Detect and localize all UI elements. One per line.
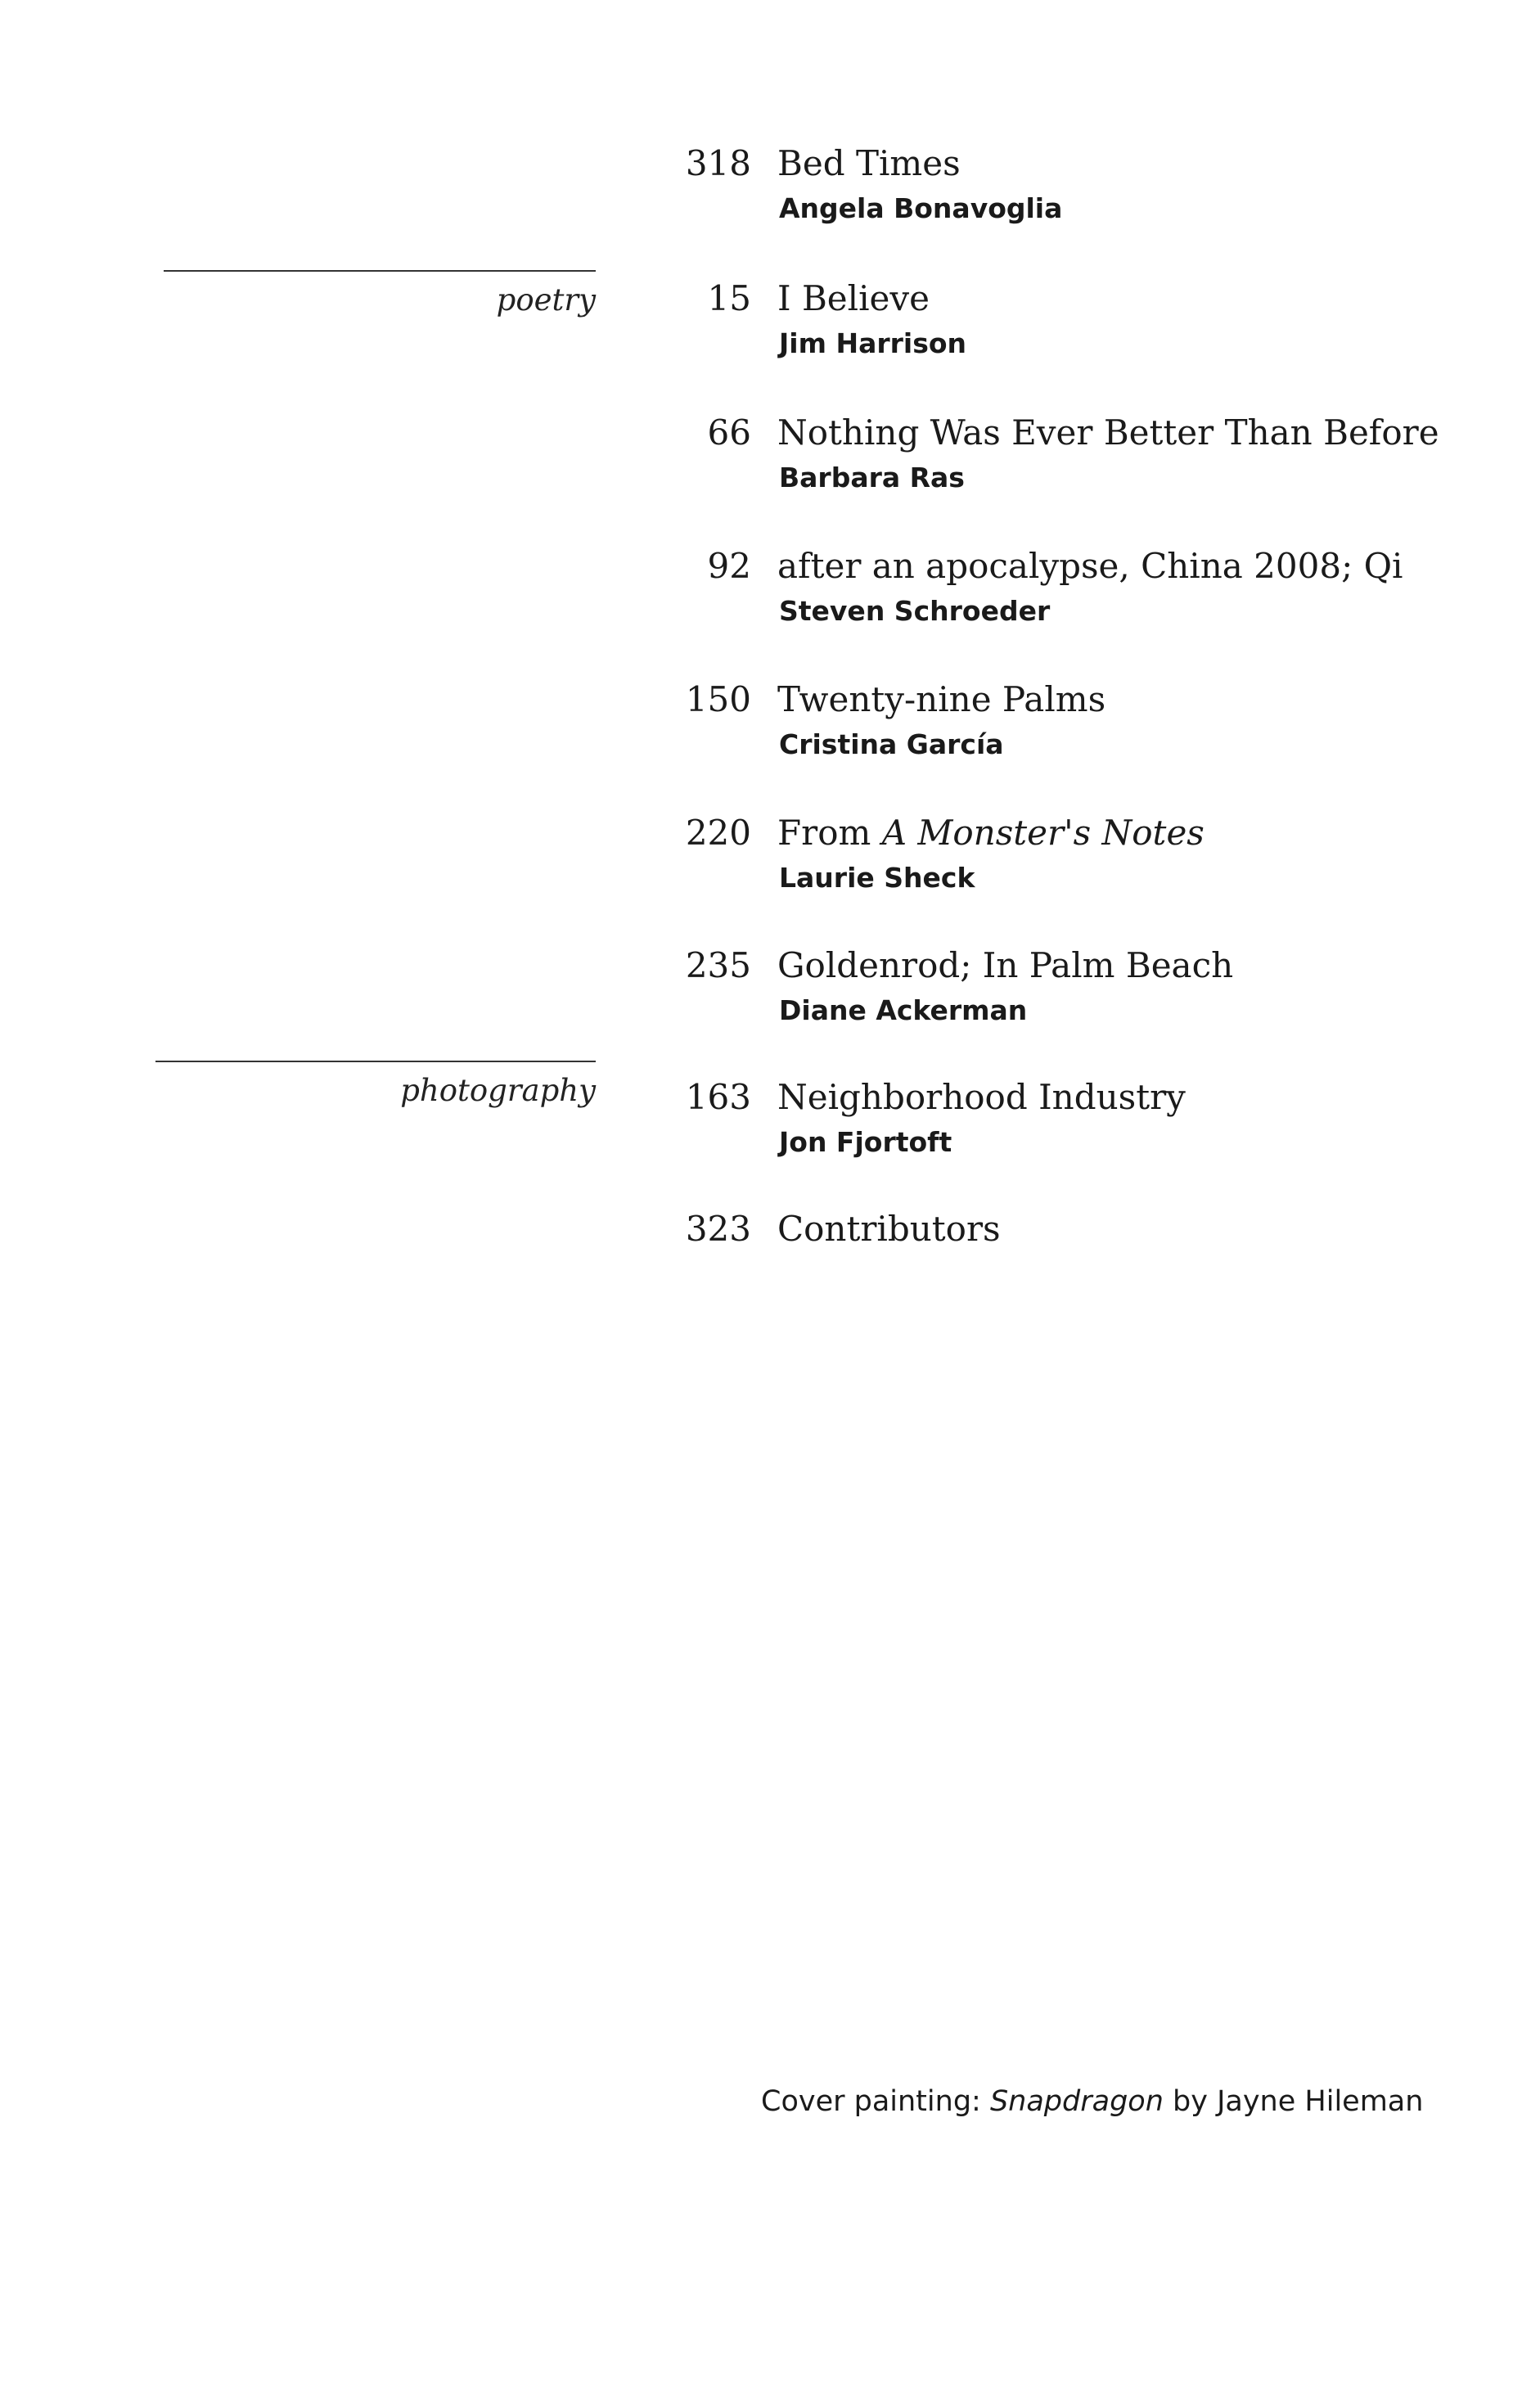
- cover-credit: [761, 2085, 1423, 2118]
- entry-title: after an apocalypse, China 2008; Qi: [777, 546, 1403, 586]
- entry-page-number: 150: [685, 679, 751, 719]
- entry-title-prefix: From: [777, 813, 882, 853]
- entry-page-number: 15: [707, 278, 751, 318]
- entry-title: Nothing Was Ever Better Than Before: [777, 412, 1439, 453]
- entry-author: Laurie Sheck: [779, 862, 975, 894]
- entry-title-italic: A Monster's Notes: [881, 813, 1205, 853]
- entry-page-number: 66: [707, 412, 751, 453]
- section-label-poetry: poetry: [496, 282, 596, 318]
- entry-title: Neighborhood Industry: [777, 1077, 1186, 1117]
- entry-title: Goldenrod; In Palm Beach: [777, 945, 1234, 985]
- photography-section-rule: [155, 1061, 596, 1062]
- entry-title: [777, 813, 1205, 853]
- entry-title: Contributors: [777, 1209, 1001, 1249]
- entry-page-number: 318: [685, 143, 751, 183]
- entry-author: Jim Harrison: [779, 327, 967, 359]
- section-label-photography: photography: [400, 1073, 596, 1108]
- cover-credit-suffix: by Jayne Hileman: [1163, 2085, 1424, 2118]
- entry-page-number: 323: [685, 1209, 751, 1249]
- entry-page-number: 235: [685, 945, 751, 985]
- entry-page-number: 92: [707, 546, 751, 586]
- entry-page-number: 163: [685, 1077, 751, 1117]
- entry-title: Bed Times: [777, 143, 961, 183]
- cover-credit-prefix: Cover painting:: [761, 2085, 990, 2118]
- entry-title: I Believe: [777, 278, 930, 318]
- entry-author: Diane Ackerman: [779, 994, 1028, 1026]
- poetry-section-rule: [164, 270, 596, 272]
- entry-title: Twenty-nine Palms: [777, 679, 1106, 719]
- entry-author: Angela Bonavoglia: [779, 192, 1063, 224]
- entry-author: Jon Fjortoft: [779, 1126, 952, 1158]
- entry-author: Steven Schroeder: [779, 595, 1051, 627]
- entry-author: Barbara Ras: [779, 462, 965, 493]
- entry-author: Cristina García: [779, 728, 1004, 760]
- entry-page-number: 220: [685, 813, 751, 853]
- cover-credit-work: Snapdragon: [989, 2085, 1164, 2118]
